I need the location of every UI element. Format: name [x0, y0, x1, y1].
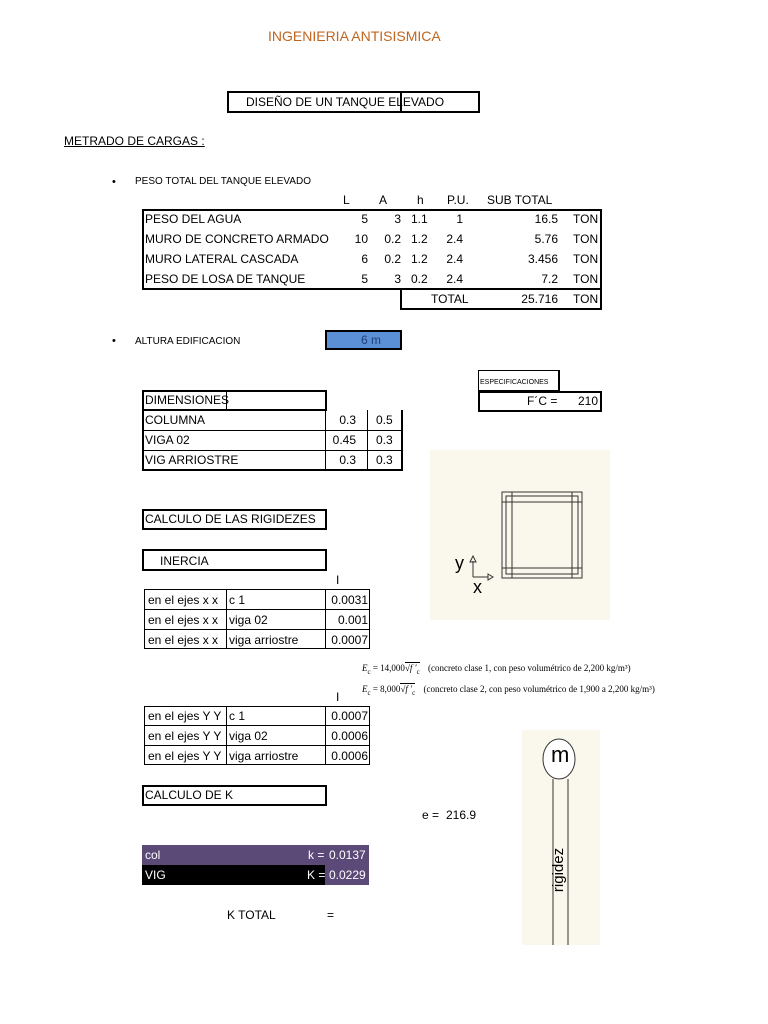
bullet-peso-total: PESO TOTAL DEL TANQUE ELEVADO — [135, 176, 311, 187]
load-row-name: MURO LATERAL CASCADA — [145, 252, 299, 266]
load-row-sub: 7.2 — [541, 272, 558, 286]
rigidez-m: m — [551, 742, 570, 767]
axis-x-label: x — [473, 577, 482, 597]
header-h: h — [417, 193, 424, 207]
load-row-h: 0.2 — [411, 272, 428, 286]
k-row-label: K = — [307, 868, 326, 882]
load-row-pu: 1 — [456, 212, 463, 226]
load-row-l: 5 — [361, 272, 368, 286]
iyy-eje: en el ejes Y Y — [148, 709, 222, 723]
iyy-elem: viga 02 — [229, 729, 268, 743]
load-row-a: 0.2 — [384, 252, 401, 266]
bullet-altura: ALTURA EDIFICACION — [135, 336, 241, 347]
ixx-eje: en el ejes x x — [148, 613, 219, 627]
ixx-eje: en el ejes x x — [148, 633, 219, 647]
iyy-val: 0.0007 — [331, 709, 368, 723]
iyy-val: 0.0006 — [331, 749, 368, 763]
load-row-unit: TON — [573, 232, 599, 246]
total-unit: TON — [573, 292, 599, 306]
axis-y-label: y — [455, 553, 464, 573]
load-row-h: 1.1 — [411, 212, 428, 226]
k-row-value: 0.0137 — [329, 848, 366, 862]
rigidez-label: rigidez — [550, 847, 568, 893]
load-row-name: PESO DEL AGUA — [145, 212, 242, 226]
iyy-val: 0.0006 — [331, 729, 368, 743]
ixx-row-line — [144, 629, 370, 630]
ixx-elem: viga arriostre — [229, 633, 299, 647]
iyy-elem: viga arriostre — [229, 749, 299, 763]
design-title: DISEÑO DE UN TANQUE ELEVADO — [246, 95, 445, 109]
total-label: TOTAL — [431, 292, 469, 306]
altura-value: 6 m — [361, 333, 382, 347]
k-row-name: col — [145, 848, 161, 862]
ixx-elem: c 1 — [229, 593, 246, 607]
iyy-row-line — [144, 725, 370, 726]
inercia-col-header: I — [336, 573, 340, 587]
k-total-eq: = — [327, 908, 335, 922]
dim-row-line — [142, 430, 403, 431]
bullet-dot: • — [112, 335, 116, 347]
iyy-eje: en el ejes Y Y — [148, 749, 222, 763]
load-row-a: 3 — [394, 272, 401, 286]
load-row-h: 1.2 — [411, 252, 428, 266]
load-row-sub: 5.76 — [534, 232, 558, 246]
section-diagram — [430, 450, 610, 620]
header-l: L — [343, 193, 350, 207]
inercia-label: INERCIA — [160, 554, 209, 568]
load-row-sub: 16.5 — [534, 212, 558, 226]
load-row-l: 10 — [354, 232, 368, 246]
formula-ec-2: $E_c = 8,000√f$ $'_c$ (concreto clase 2, con peso volumétrico de 1,900 a 2,200 kg/m³) — [362, 684, 655, 697]
dim-row-a: 0.3 — [339, 413, 356, 427]
bullet-dot: • — [112, 176, 116, 188]
load-row-pu: 2.4 — [446, 252, 463, 266]
dim-col-line — [367, 410, 368, 471]
k-row-label: k = — [308, 848, 325, 862]
header-a: A — [379, 193, 388, 207]
dim-row-a: 0.3 — [339, 453, 356, 467]
header-pu: P.U. — [447, 193, 469, 207]
dim-row-b: 0.3 — [376, 453, 393, 467]
dim-row-name: COLUMNA — [145, 413, 206, 427]
fc-label: F´C = — [527, 394, 558, 408]
k-total-label: K TOTAL — [227, 908, 276, 922]
fc-value: 210 — [578, 394, 599, 408]
dimensiones-header: DIMENSIONES — [145, 393, 230, 407]
ixx-eje: en el ejes x x — [148, 593, 219, 607]
ixx-row-line — [144, 609, 370, 610]
dim-row-a: 0.45 — [332, 433, 356, 447]
k-row-value: 0.0229 — [329, 868, 366, 882]
load-row-sub: 3.456 — [527, 252, 558, 266]
dim-row-b: 0.3 — [376, 433, 393, 447]
iyy-elem: c 1 — [229, 709, 246, 723]
iyy-col-line — [226, 706, 227, 765]
dim-row-line — [142, 450, 403, 451]
load-row-pu: 2.4 — [446, 272, 463, 286]
header-subtotal: SUB TOTAL — [487, 193, 553, 207]
total-value: 25.716 — [521, 292, 558, 306]
ixx-val: 0.001 — [337, 613, 368, 627]
e-value: 216.9 — [446, 808, 477, 822]
dim-row-name: VIGA 02 — [145, 433, 190, 447]
load-row-unit: TON — [573, 212, 599, 226]
ixx-col-line — [226, 589, 227, 649]
ixx-elem: viga 02 — [229, 613, 268, 627]
e-label: e = — [422, 808, 440, 822]
ixx-val: 0.0007 — [331, 633, 368, 647]
load-row-unit: TON — [573, 272, 599, 286]
ixx-val: 0.0031 — [331, 593, 368, 607]
load-row-a: 3 — [394, 212, 401, 226]
formula-ec-1: $E_c = 14,000√f$ $'_c$ (concreto clase 1, con peso volumétrico de 2,200 kg/m³) — [362, 663, 631, 676]
load-row-name: PESO DE LOSA DE TANQUE — [145, 272, 306, 286]
iyy-row-line — [144, 745, 370, 746]
calculo-k: CALCULO DE K — [145, 788, 234, 802]
load-row-pu: 2.4 — [446, 232, 463, 246]
dim-row-name: VIG ARRIOSTRE — [145, 453, 239, 467]
iyy-eje: en el ejes Y Y — [148, 729, 222, 743]
load-row-l: 5 — [361, 212, 368, 226]
load-row-h: 1.2 — [411, 232, 428, 246]
calculo-rigidezes: CALCULO DE LAS RIGIDEZES — [145, 512, 316, 526]
dim-row-b: 0.5 — [376, 413, 393, 427]
page-title: INGENIERIA ANTISISMICA — [268, 28, 441, 44]
section-drawing — [430, 450, 610, 620]
load-row-l: 6 — [361, 252, 368, 266]
load-row-a: 0.2 — [384, 232, 401, 246]
especificaciones-label: ESPECIFICACIONES — [480, 379, 549, 386]
load-row-name: MURO DE CONCRETO ARMADO — [145, 232, 329, 246]
k-row-name: VIG — [145, 868, 166, 882]
metrado-heading: METRADO DE CARGAS : — [64, 134, 205, 148]
inercia-yy-col-header: I — [336, 690, 340, 704]
load-row-unit: TON — [573, 252, 599, 266]
